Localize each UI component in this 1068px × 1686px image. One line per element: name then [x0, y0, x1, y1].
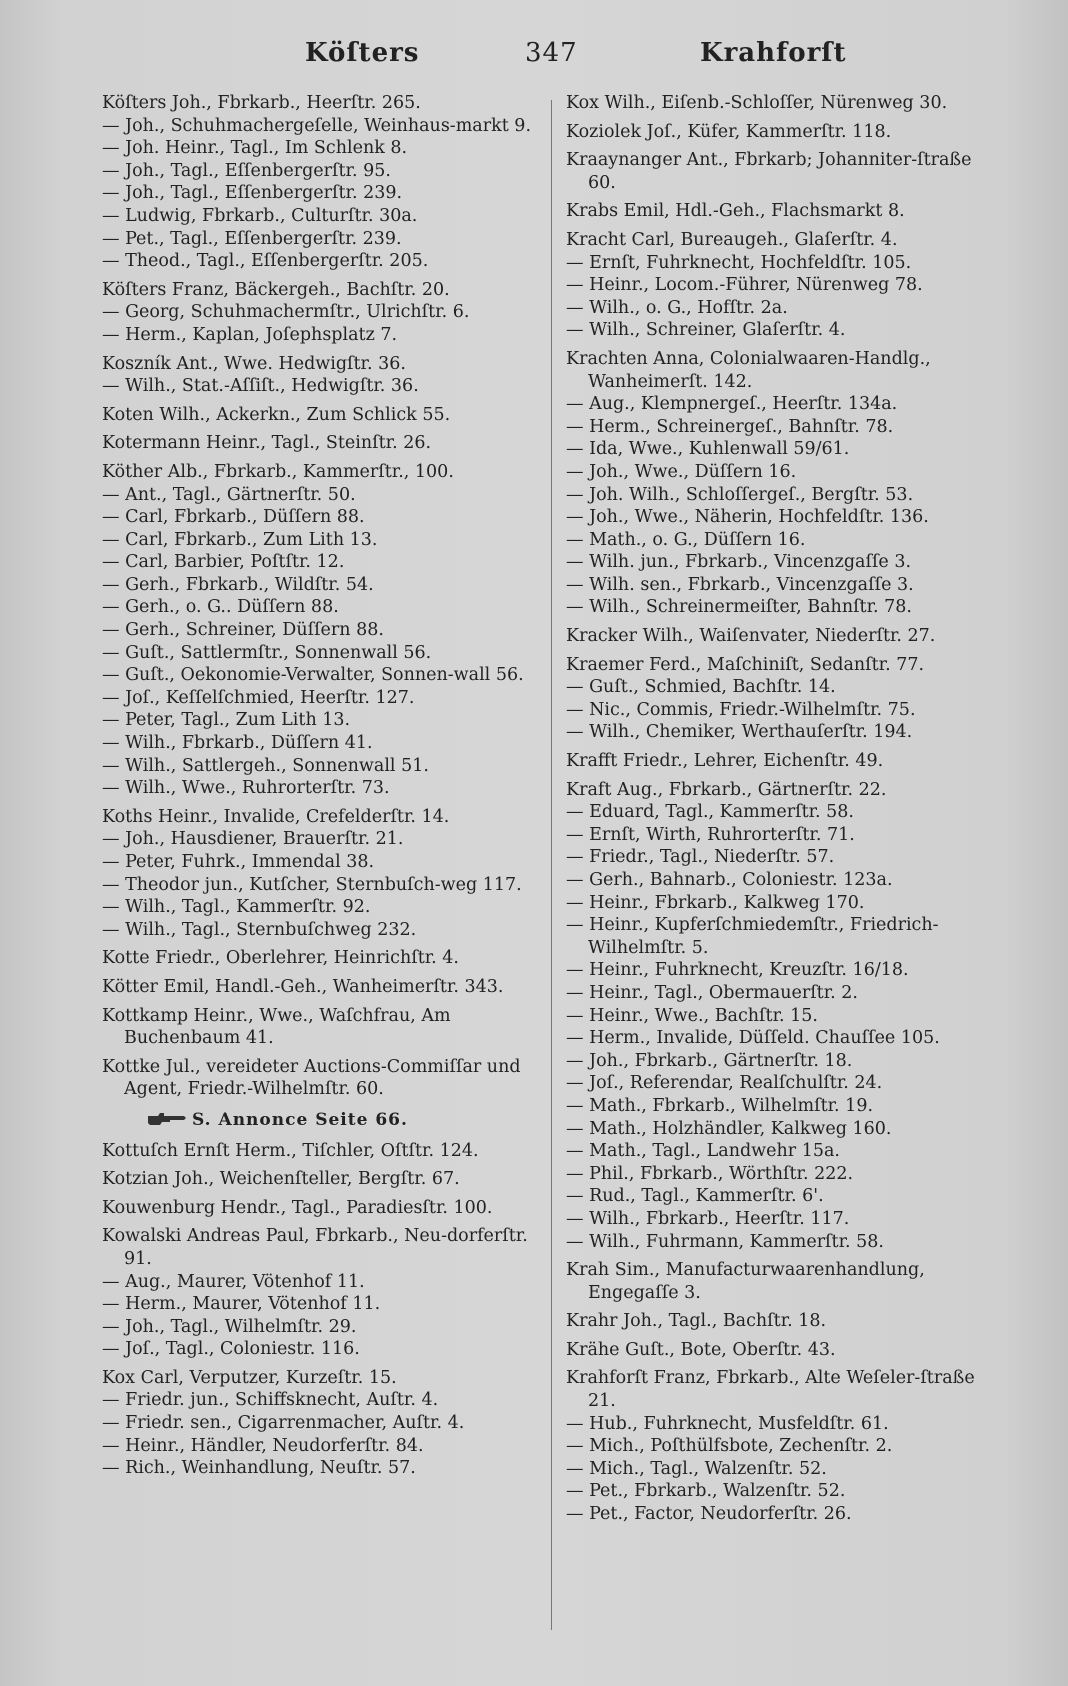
- directory-entry: Koziolek Joſ., Küfer, Kammerſtr. 118.: [566, 121, 892, 142]
- directory-entry: Kottuſch Ernſt Herm., Tiſchler, Oſtſtr. 124.: [102, 1140, 479, 1161]
- directory-entry: — Herm., Schreinergeſ., Bahnſtr. 78.: [566, 416, 894, 437]
- directory-entry: — Friedr. jun., Schiffsknecht, Auſtr. 4.: [102, 1390, 439, 1411]
- page-header: [100, 38, 950, 78]
- directory-entry: Krahforſt Franz, Fbrkarb., Alte Weſeler-ſtraße 21.: [566, 1368, 975, 1412]
- directory-entry: — Theodor jun., Kutſcher, Sternbuſch-weg 117.: [102, 874, 522, 895]
- directory-entry: Kraaynanger Ant., Fbrkarb; Johanniter-ſtraße 60.: [566, 150, 972, 193]
- directory-entry: — Joſ., Tagl., Coloniestr. 116.: [102, 1339, 360, 1360]
- directory-entry: — Wilh., Schreiner, Glaſerſtr. 4.: [566, 320, 846, 341]
- directory-entry: — Joh. Heinr., Tagl., Im Schlenk 8.: [102, 138, 408, 159]
- directory-entry: — Joh. Wilh., Schloſſergeſ., Bergſtr. 53.: [566, 484, 914, 505]
- directory-entry: — Guſt., Oekonomie-Verwalter, Sonnen-wall 56.: [102, 665, 524, 686]
- page-number: 347: [525, 38, 578, 68]
- directory-entry: — Ernſt, Fuhrknecht, Hochfeldſtr. 105.: [566, 252, 912, 273]
- directory-entry: — Joh., Hausdiener, Brauerſtr. 21.: [102, 829, 404, 850]
- directory-entry: — Phil., Fbrkarb., Wörthſtr. 222.: [566, 1163, 854, 1184]
- directory-entry: — Pet., Fbrkarb., Walzenſtr. 52.: [566, 1481, 846, 1502]
- header-right-keyword: Krahforſt: [700, 38, 847, 68]
- directory-entry: — Ida, Wwe., Kuhlenwall 59/61.: [566, 439, 850, 460]
- directory-entry: — Wilh., Fuhrmann, Kammerſtr. 58.: [566, 1231, 884, 1252]
- directory-entry: Kracht Carl, Bureaugeh., Glaſerſtr. 4.: [566, 229, 898, 250]
- directory-entry: — Math., o. G., Düſſern 16.: [566, 529, 806, 550]
- directory-entry: — Theod., Tagl., Eſſenbergerſtr. 205.: [102, 251, 429, 272]
- directory-entry: — Heinr., Locom.-Führer, Nürenweg 78.: [566, 275, 923, 296]
- directory-entry: — Peter, Tagl., Zum Lith 13.: [102, 710, 351, 731]
- directory-entry: — Heinr., Tagl., Obermauerſtr. 2.: [566, 982, 858, 1003]
- column-divider: [551, 100, 552, 1630]
- directory-entry: — Friedr., Tagl., Niederſtr. 57.: [566, 847, 835, 868]
- directory-entry: — Eduard, Tagl., Kammerſtr. 58.: [566, 802, 854, 823]
- directory-entry: — Wilh., Sattlergeh., Sonnenwall 51.: [102, 755, 429, 776]
- directory-entry: — Gerh., Bahnarb., Coloniestr. 123a.: [566, 870, 893, 890]
- directory-entry: Kox Wilh., Eiſenb.-Schloſſer, Nürenweg 30.: [566, 93, 948, 113]
- directory-entry: — Aug., Klempnergeſ., Heerſtr. 134a.: [566, 394, 898, 415]
- directory-entry: Kotermann Heinr., Tagl., Steinſtr. 26.: [102, 433, 432, 454]
- directory-entry: — Gerh., Schreiner, Düſſern 88.: [102, 620, 384, 641]
- announcement-text: S. Annonce Seite 66.: [192, 1109, 408, 1130]
- directory-entry: — Joh., Tagl., Eſſenbergerſtr. 239.: [102, 183, 403, 204]
- header-left-keyword: Köſters: [305, 38, 420, 68]
- directory-entry: — Math., Tagl., Landwehr 15a.: [566, 1141, 840, 1162]
- directory-entry: — Joh., Tagl., Eſſenbergerſtr. 95.: [102, 160, 391, 181]
- directory-entry: — Joh., Wwe., Düſſern 16.: [566, 461, 797, 482]
- directory-entry: — Heinr., Kupferſchmiedemſtr., Friedrich-Wilhelmſtr. 5.: [566, 915, 939, 958]
- directory-entry: Koten Wilh., Ackerkn., Zum Schlick 55.: [102, 404, 451, 425]
- directory-entry: Krähe Guſt., Bote, Oberſtr. 43.: [566, 1339, 836, 1360]
- directory-entry: — Hub., Fuhrknecht, Musfeldſtr. 61.: [566, 1413, 889, 1434]
- directory-entry: — Herm., Maurer, Vötenhof 11.: [102, 1294, 381, 1315]
- directory-entry: Köſters Joh., Fbrkarb., Heerſtr. 265.: [102, 93, 421, 113]
- right-entry-list: [566, 92, 998, 1526]
- directory-entry: Koths Heinr., Invalide, Crefelderſtr. 14.: [102, 806, 450, 827]
- directory-entry: — Wilh. sen., Fbrkarb., Vincenzgaſſe 3.: [566, 574, 914, 595]
- directory-entry: — Heinr., Fbrkarb., Kalkweg 170.: [566, 892, 865, 913]
- directory-entry: — Wilh., Schreinermeiſter, Bahnſtr. 78.: [566, 597, 912, 618]
- directory-entry: — Math., Holzhändler, Kalkweg 160.: [566, 1118, 892, 1139]
- directory-entry: Köther Alb., Fbrkarb., Kammerſtr., 100.: [102, 461, 454, 482]
- left-column: [102, 92, 532, 1480]
- directory-entry: — Joh., Tagl., Wilhelmſtr. 29.: [102, 1316, 357, 1337]
- directory-entry: — Joh., Schuhmachergeſelle, Weinhaus-markt 9.: [102, 115, 532, 136]
- directory-entry: — Herm., Invalide, Düſſeld. Chauſſee 105.: [566, 1028, 940, 1049]
- directory-entry: Krahr Joh., Tagl., Bachſtr. 18.: [566, 1311, 827, 1332]
- directory-entry: Köſters Franz, Bäckergeh., Bachſtr. 20.: [102, 279, 450, 300]
- directory-entry: — Wilh., Tagl., Sternbuſchweg 232.: [102, 919, 417, 940]
- directory-entry: — Joh., Fbrkarb., Gärtnerſtr. 18.: [566, 1050, 853, 1071]
- directory-entry: Kottkamp Heinr., Wwe., Waſchfrau, Am Buchenbaum 41.: [102, 1005, 451, 1049]
- directory-entry: Koszník Ant., Wwe. Hedwigſtr. 36.: [102, 353, 406, 374]
- directory-entry: — Gerh., o. G.. Düſſern 88.: [102, 597, 339, 618]
- directory-entry: — Wilh., Fbrkarb., Düſſern 41.: [102, 733, 373, 754]
- directory-entry: Krachten Anna, Colonialwaaren-Handlg., Wanheimerſt. 142.: [566, 348, 931, 392]
- pointing-hand-icon: [148, 1112, 186, 1126]
- directory-entry: — Mich., Tagl., Walzenſtr. 52.: [566, 1458, 827, 1479]
- left-entry-list: [102, 92, 532, 1101]
- directory-entry: — Mich., Poſthülfsbote, Zechenſtr. 2.: [566, 1436, 893, 1457]
- directory-entry: — Joſ., Referendar, Realſchulſtr. 24.: [566, 1073, 883, 1094]
- directory-entry: — Herm., Kaplan, Joſephsplatz 7.: [102, 324, 398, 345]
- directory-entry: — Aug., Maurer, Vötenhof 11.: [102, 1271, 365, 1292]
- directory-entry: — Joſ., Keſſelſchmied, Heerſtr. 127.: [102, 687, 415, 708]
- directory-entry: — Joh., Wwe., Näherin, Hochfeldſtr. 136.: [566, 507, 929, 528]
- directory-entry: Kraemer Ferd., Maſchiniſt, Sedanſtr. 77.: [566, 654, 925, 675]
- directory-entry: Kottke Jul., vereideter Auctions-Commiſſar und Agent, Friedr.-Wilhelmſtr. 60.: [102, 1056, 521, 1100]
- directory-entry: — Ludwig, Fbrkarb., Culturſtr. 30a.: [102, 205, 418, 226]
- directory-entry: — Friedr. sen., Cigarrenmacher, Auſtr. 4.: [102, 1413, 465, 1434]
- directory-entry: — Heinr., Händler, Neudorferſtr. 84.: [102, 1435, 424, 1456]
- directory-entry: — Wilh., Tagl., Kammerſtr. 92.: [102, 897, 371, 918]
- directory-entry: — Georg, Schuhmachermſtr., Ulrichſtr. 6.: [102, 302, 470, 323]
- directory-entry: — Wilh., Stat.-Aſſiſt., Hedwigſtr. 36.: [102, 376, 419, 397]
- directory-entry: — Nic., Commis, Friedr.-Wilhelmſtr. 75.: [566, 699, 916, 720]
- directory-entry: Kowalski Andreas Paul, Fbrkarb., Neu-dorferſtr. 91.: [102, 1226, 528, 1269]
- directory-entry: — Guſt., Sattlermſtr., Sonnenwall 56.: [102, 642, 432, 663]
- directory-entry: — Carl, Fbrkarb., Zum Lith 13.: [102, 529, 378, 550]
- directory-entry: — Carl, Fbrkarb., Düſſern 88.: [102, 507, 365, 528]
- directory-entry: Kotte Friedr., Oberlehrer, Heinrichſtr. 4.: [102, 948, 459, 969]
- directory-entry: Kraft Aug., Fbrkarb., Gärtnerſtr. 22.: [566, 779, 887, 800]
- right-column: [566, 92, 998, 1526]
- directory-entry: — Wilh., Chemiker, Werthauſerſtr. 194.: [566, 722, 913, 743]
- directory-entry: Kracker Wilh., Waiſenvater, Niederſtr. 27.: [566, 626, 936, 647]
- directory-entry: — Carl, Barbier, Poſtſtr. 12.: [102, 552, 345, 573]
- directory-entry: — Guſt., Schmied, Bachſtr. 14.: [566, 677, 836, 698]
- directory-entry: — Rud., Tagl., Kammerſtr. 6'.: [566, 1186, 824, 1207]
- directory-entry: Kouwenburg Hendr., Tagl., Paradiesſtr. 100.: [102, 1197, 493, 1218]
- directory-entry: — Pet., Factor, Neudorferſtr. 26.: [566, 1504, 852, 1525]
- directory-entry: — Rich., Weinhandlung, Neuſtr. 57.: [102, 1458, 416, 1479]
- directory-entry: Krabs Emil, Hdl.-Geh., Flachsmarkt 8.: [566, 201, 905, 222]
- directory-entry: Kox Carl, Verputzer, Kurzeſtr. 15.: [102, 1367, 397, 1388]
- directory-entry: — Ernſt, Wirth, Ruhrorterſtr. 71.: [566, 824, 855, 845]
- directory-entry: — Math., Fbrkarb., Wilhelmſtr. 19.: [566, 1095, 874, 1116]
- announcement-line: [102, 1109, 532, 1132]
- directory-entry: — Heinr., Fuhrknecht, Kreuzſtr. 16/18.: [566, 960, 909, 981]
- directory-entry: — Wilh., o. G., Hofſtr. 2a.: [566, 297, 788, 318]
- directory-entry: Krafft Friedr., Lehrer, Eichenſtr. 49.: [566, 751, 884, 772]
- directory-entry: — Wilh. jun., Fbrkarb., Vincenzgaſſe 3.: [566, 552, 912, 573]
- directory-entry: — Peter, Fuhrk., Immendal 38.: [102, 852, 375, 872]
- directory-entry: — Wilh., Wwe., Ruhrorterſtr. 73.: [102, 778, 390, 799]
- directory-entry: — Pet., Tagl., Eſſenbergerſtr. 239.: [102, 228, 402, 249]
- directory-entry: — Wilh., Fbrkarb., Heerſtr. 117.: [566, 1208, 850, 1229]
- directory-entry: — Heinr., Wwe., Bachſtr. 15.: [566, 1005, 818, 1026]
- directory-entry: Kotzian Joh., Weichenſteller, Bergſtr. 67.: [102, 1169, 460, 1190]
- directory-entry: — Ant., Tagl., Gärtnerſtr. 50.: [102, 484, 356, 505]
- directory-entry: Kötter Emil, Handl.-Geh., Wanheimerſtr. 343.: [102, 976, 504, 997]
- left-entry-list-after: [102, 1140, 532, 1480]
- directory-entry: — Gerh., Fbrkarb., Wildſtr. 54.: [102, 574, 374, 595]
- directory-entry: Krah Sim., Manufacturwaarenhandlung, Engegaſſe 3.: [566, 1260, 925, 1303]
